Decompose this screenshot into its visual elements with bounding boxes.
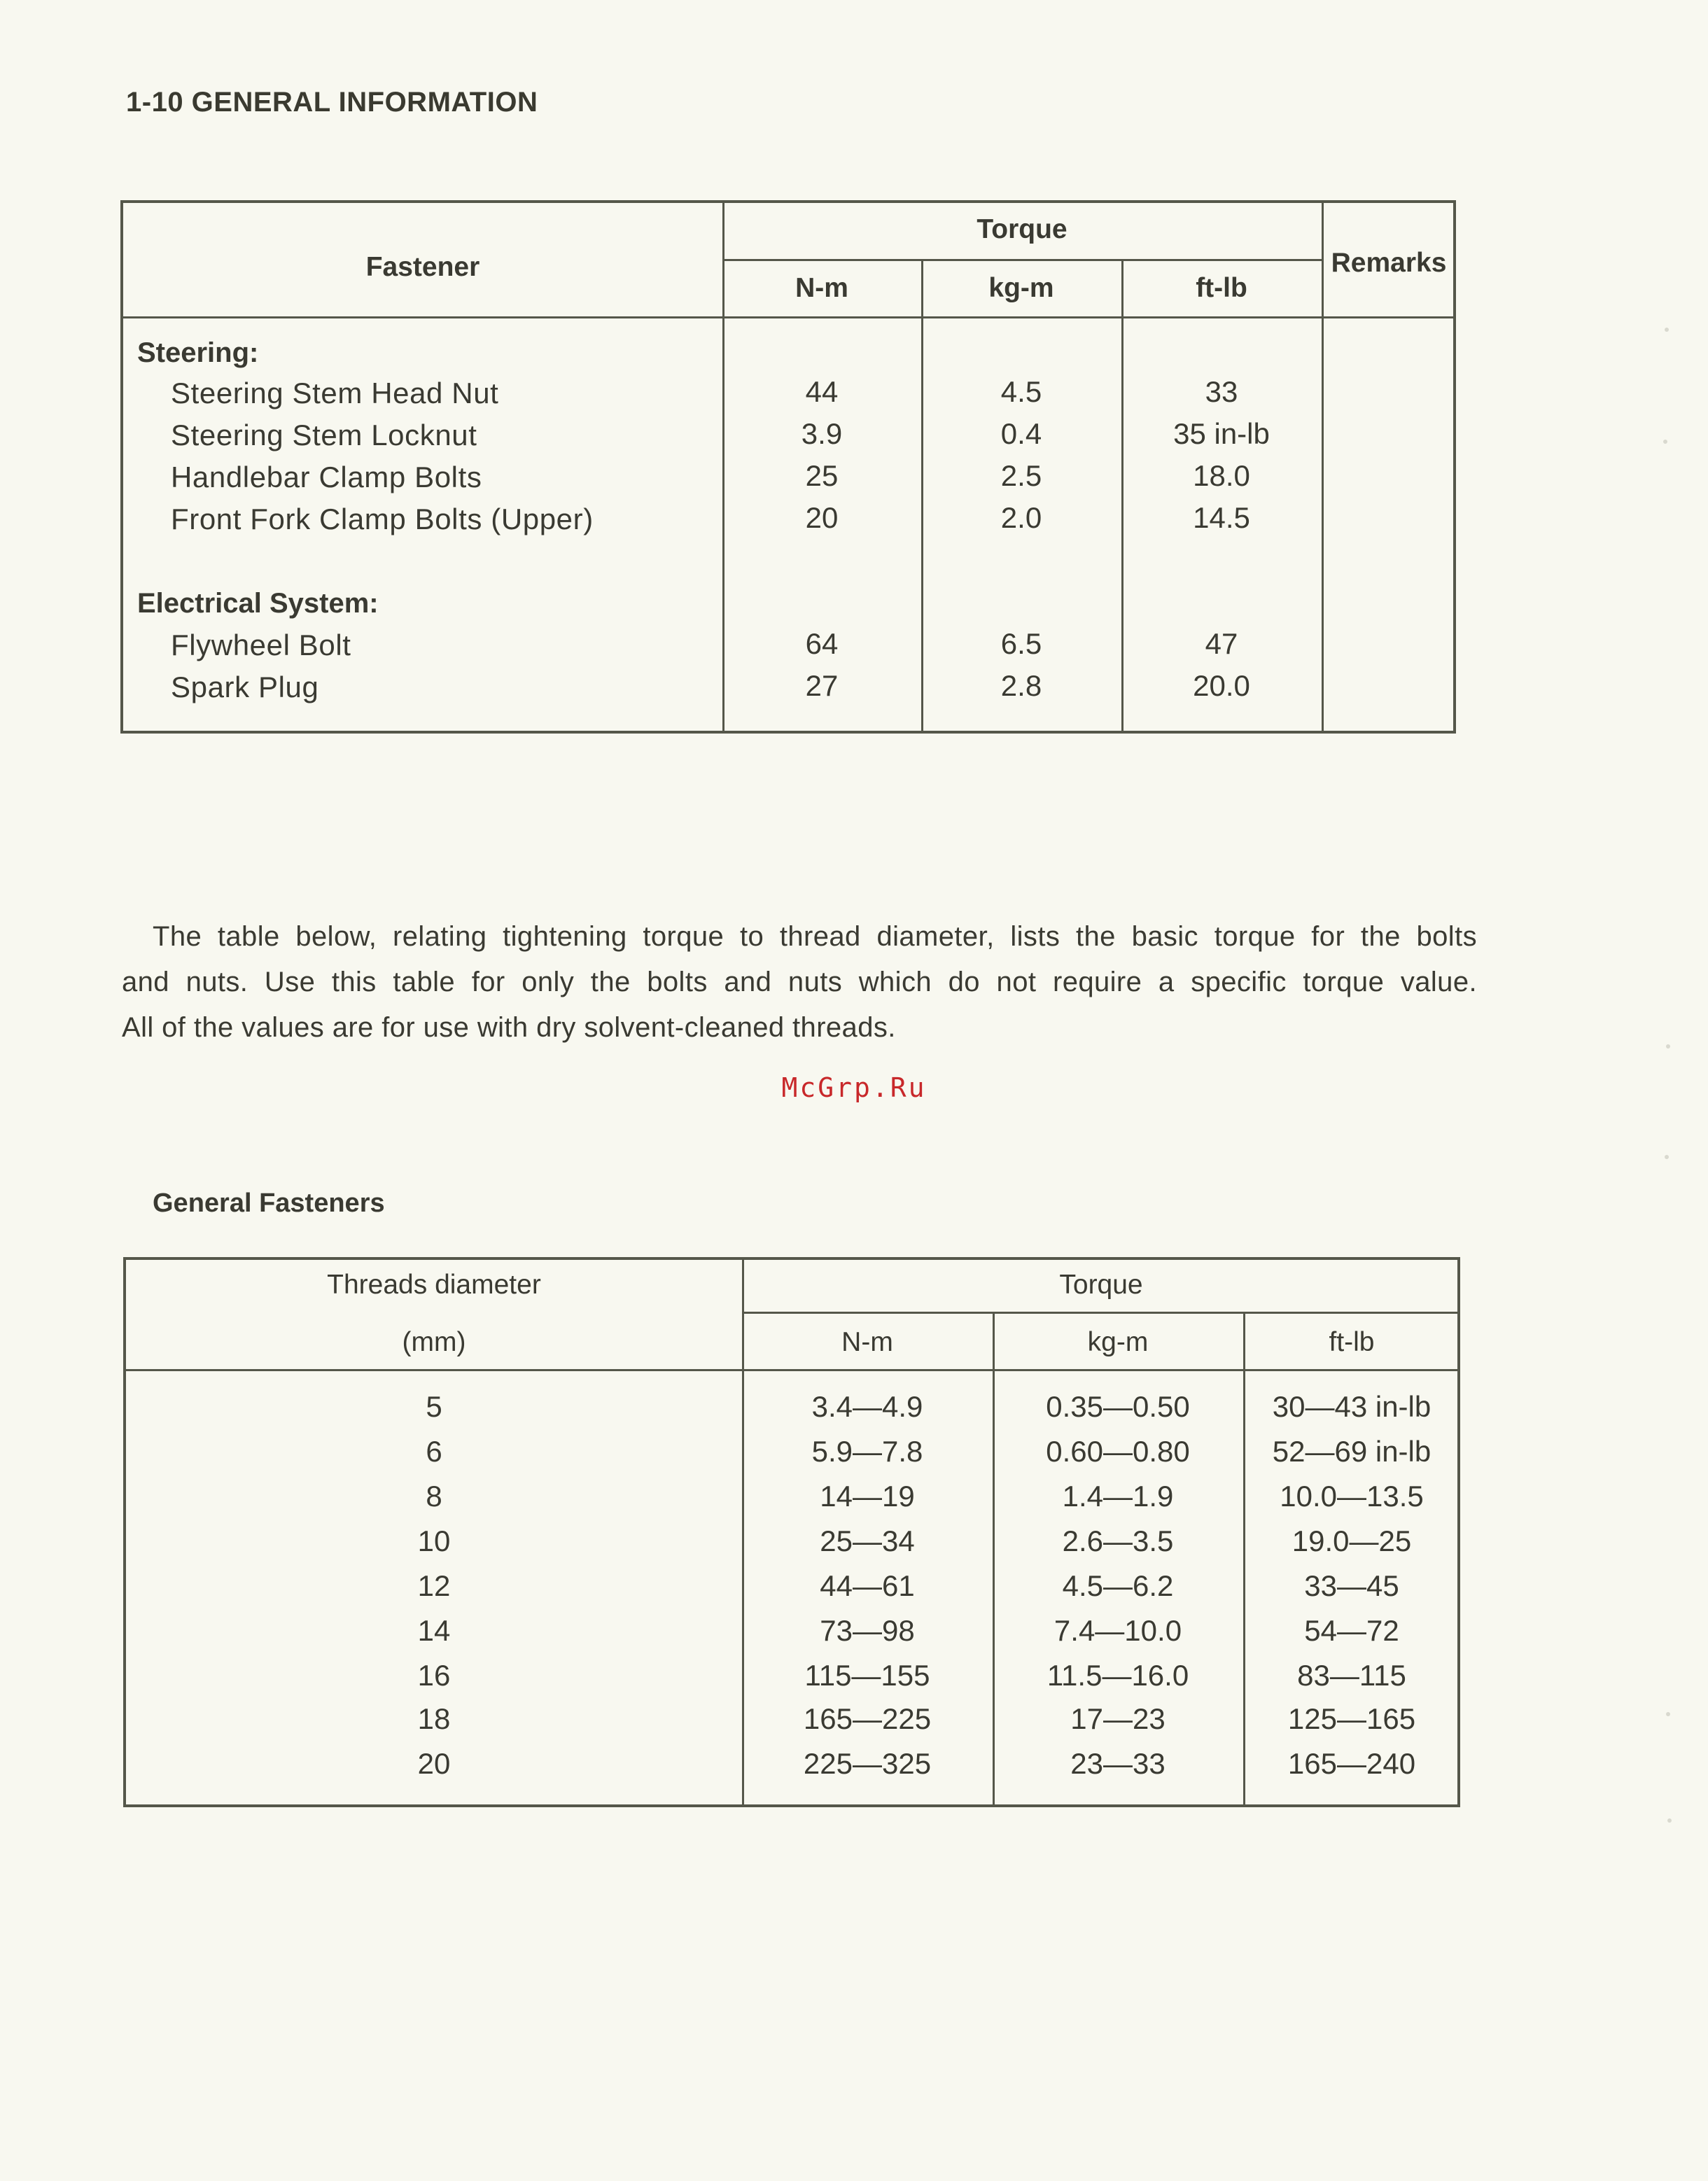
table-cell: 8	[426, 1480, 442, 1513]
threads-diameter-header: Threads diameter	[327, 1270, 541, 1300]
table-cell: 20.0	[1193, 669, 1250, 702]
table-cell: 12	[417, 1569, 451, 1602]
table-row-label: Spark Plug	[171, 671, 319, 703]
table-cell: 0.4	[1000, 417, 1042, 450]
table-cell: 25	[805, 459, 839, 492]
table-cell: 10	[417, 1524, 451, 1557]
table-cell: 10.0—13.5	[1280, 1480, 1424, 1513]
table-cell: 44	[805, 375, 839, 408]
paragraph-line: All of the values are for use with dry solvent-cleaned threads.	[122, 1012, 896, 1043]
mm-unit-header: (mm)	[402, 1327, 466, 1357]
table-cell: 115—155	[804, 1659, 930, 1692]
table-cell: 27	[805, 669, 839, 702]
table-cell: 2.0	[1000, 501, 1042, 534]
table-cell: 23—33	[1070, 1747, 1166, 1780]
remarks-header: Remarks	[1331, 248, 1447, 278]
table-cell: 25—34	[820, 1524, 915, 1557]
table-cell: 2.8	[1000, 669, 1042, 702]
table-cell: 6	[426, 1435, 442, 1468]
table-cell: 64	[805, 627, 839, 660]
unit-nm-header: N-m	[795, 273, 848, 303]
table-cell: 165—240	[1287, 1747, 1416, 1780]
table-cell: 0.35—0.50	[1046, 1390, 1190, 1423]
table-cell: 18	[417, 1702, 451, 1735]
table-cell: 16	[417, 1659, 451, 1692]
fastener-header: Fastener	[365, 252, 480, 282]
table-cell: 2.6—3.5	[1062, 1524, 1174, 1557]
table-cell: 17—23	[1070, 1702, 1166, 1735]
table-cell: 19.0—25	[1292, 1524, 1412, 1557]
table-cell: 44—61	[820, 1569, 915, 1602]
unit-nm-header: N-m	[841, 1327, 893, 1357]
table-cell: 5	[426, 1390, 442, 1423]
table-cell: 47	[1205, 627, 1238, 660]
table-cell: 33	[1205, 375, 1238, 408]
table-cell: 4.5	[1000, 375, 1042, 408]
page-header: 1-10 GENERAL INFORMATION	[126, 87, 538, 118]
table-cell: 1.4—1.9	[1062, 1480, 1174, 1513]
table-cell: 14.5	[1193, 501, 1250, 534]
table-cell: 14	[417, 1614, 451, 1647]
group-electrical-system: Electrical System:	[137, 588, 379, 619]
table-cell: 35 in-lb	[1173, 417, 1270, 450]
table-cell: 5.9—7.8	[811, 1435, 923, 1468]
unit-kgm-header: kg-m	[1087, 1327, 1149, 1357]
table-row-label: Steering Stem Locknut	[171, 419, 477, 451]
group-steering: Steering:	[137, 337, 259, 368]
general-fasteners-table	[123, 1257, 1460, 1807]
table-cell: 83—115	[1297, 1659, 1406, 1692]
table-cell: 18.0	[1193, 459, 1250, 492]
table-cell: 54—72	[1304, 1614, 1399, 1647]
watermark: McGrp.Ru	[781, 1072, 927, 1103]
table-cell: 14—19	[820, 1480, 915, 1513]
unit-ftlb-header: ft-lb	[1196, 273, 1247, 303]
table-row-label: Front Fork Clamp Bolts (Upper)	[171, 503, 594, 535]
table-cell: 33—45	[1304, 1569, 1399, 1602]
paragraph-line: and nuts. Use this table for only the bolts and nuts which do not require a specific torque value.	[122, 967, 1477, 997]
table-row-label: Flywheel Bolt	[171, 629, 351, 661]
table-row-label: Steering Stem Head Nut	[171, 377, 499, 409]
table-row-label: Handlebar Clamp Bolts	[171, 461, 482, 493]
paragraph-line: The table below, relating tightening torque to thread diameter, lists the basic torque for the bolts	[153, 921, 1477, 952]
table-cell: 6.5	[1000, 627, 1042, 660]
table-cell: 20	[417, 1747, 451, 1780]
table-cell: 73—98	[820, 1614, 915, 1647]
table-cell: 52—69 in-lb	[1272, 1435, 1432, 1468]
table-cell: 4.5—6.2	[1062, 1569, 1174, 1602]
table-cell: 7.4—10.0	[1054, 1614, 1182, 1647]
table-cell: 0.60—0.80	[1046, 1435, 1190, 1468]
specific-torque-table	[120, 200, 1456, 734]
torque-header: Torque	[1059, 1270, 1143, 1300]
table-cell: 30—43 in-lb	[1272, 1390, 1432, 1423]
intro-paragraph	[122, 914, 1477, 1051]
table-cell: 225—325	[803, 1747, 932, 1780]
table-cell: 2.5	[1000, 459, 1042, 492]
table-cell: 11.5—16.0	[1046, 1659, 1189, 1692]
unit-ftlb-header: ft-lb	[1329, 1327, 1375, 1357]
table-cell: 125—165	[1287, 1702, 1416, 1735]
unit-kgm-header: kg-m	[988, 273, 1054, 303]
table-cell: 3.9	[801, 417, 843, 450]
table-cell: 165—225	[803, 1702, 932, 1735]
table-cell: 20	[805, 501, 839, 534]
table-cell: 3.4—4.9	[811, 1390, 923, 1423]
section-title: General Fasteners	[153, 1188, 385, 1218]
torque-header: Torque	[976, 214, 1068, 244]
